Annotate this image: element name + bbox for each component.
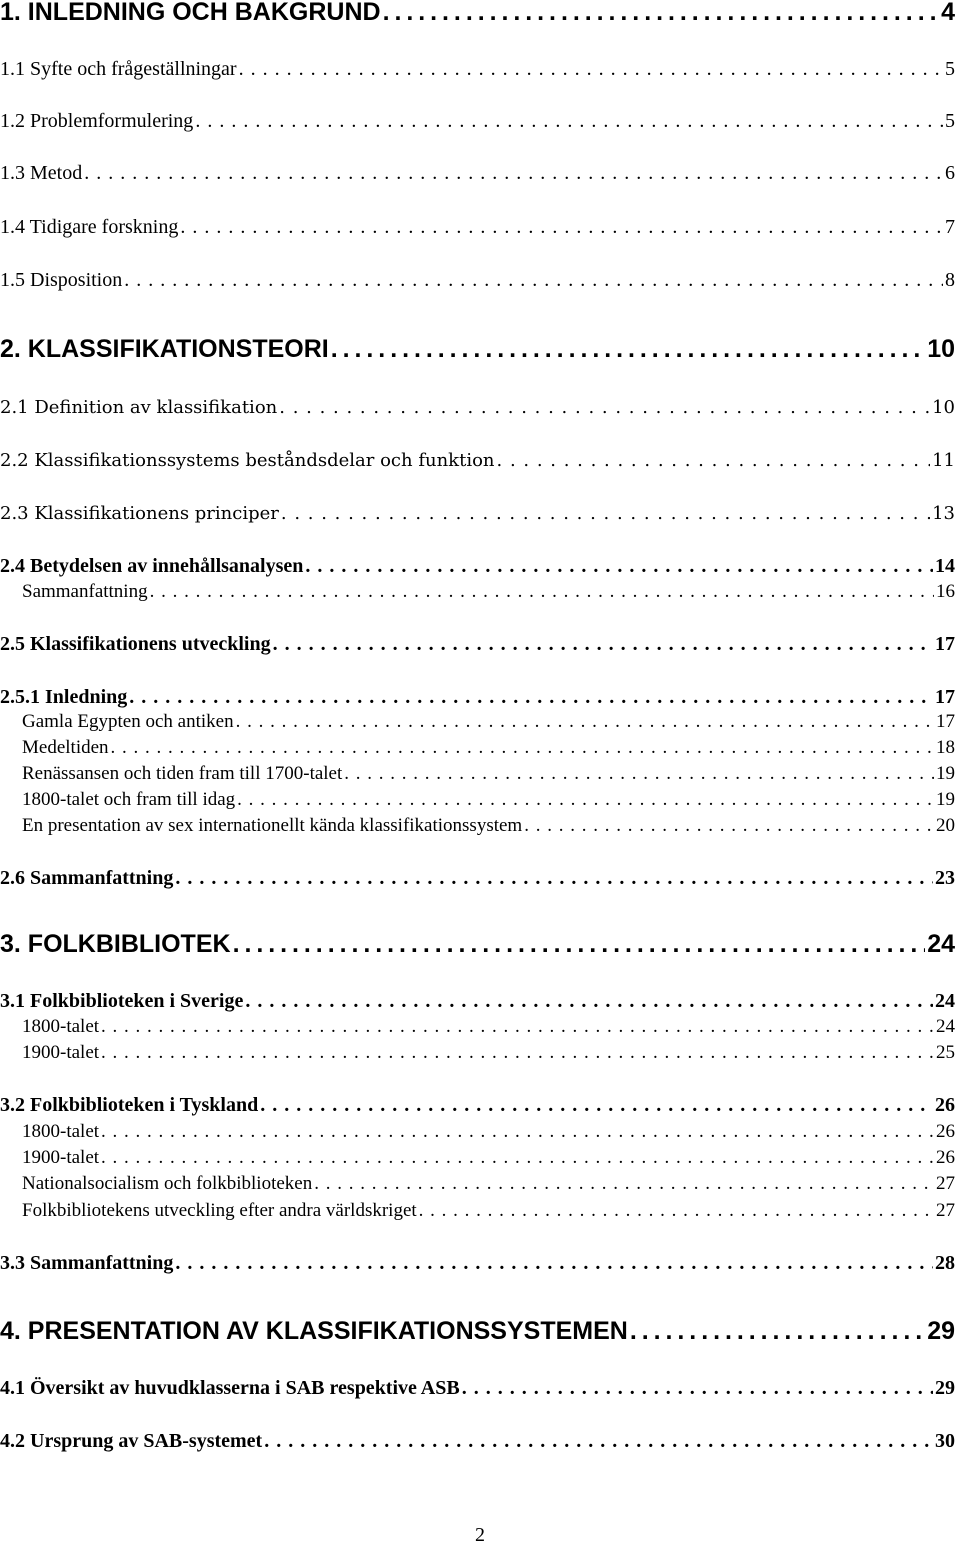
dot-leader bbox=[305, 555, 933, 578]
toc-entry[interactable] bbox=[0, 930, 955, 959]
toc-entry[interactable] bbox=[0, 216, 955, 239]
dot-leader bbox=[129, 686, 933, 709]
toc-entry-page: 19 bbox=[936, 763, 955, 784]
dot-leader bbox=[101, 1016, 934, 1038]
toc-entry-page: 18 bbox=[936, 737, 955, 758]
dot-leader bbox=[273, 633, 933, 656]
toc-entry[interactable] bbox=[0, 1317, 955, 1346]
toc-entry-title: 4. PRESENTATION AV KLASSIFIKATIONSSYSTEMEN bbox=[0, 1317, 628, 1345]
toc-entry-page: 17 bbox=[935, 686, 955, 708]
toc-entry-title: Gamla Egypten och antiken bbox=[22, 711, 234, 732]
toc-entry-title: 3.2 Folkbiblioteken i Tyskland bbox=[0, 1094, 259, 1116]
toc-entry-title: 1.1 Syfte och frågeställningar bbox=[0, 58, 237, 80]
toc-entry-title: 1. INLEDNING OCH BAKGRUND bbox=[0, 0, 381, 26]
toc-entry[interactable] bbox=[22, 789, 955, 811]
toc-entry[interactable] bbox=[0, 633, 955, 656]
toc-entry[interactable] bbox=[0, 162, 955, 185]
toc-entry-title: 1.5 Disposition bbox=[0, 269, 123, 291]
toc-entry-title: 2.6 Sammanfattning bbox=[0, 867, 174, 889]
toc-entry-page: 5 bbox=[945, 110, 955, 132]
toc-entry[interactable] bbox=[0, 990, 955, 1013]
toc-entry-page: 10 bbox=[927, 335, 955, 363]
dot-leader bbox=[630, 1317, 925, 1346]
toc-entry[interactable] bbox=[0, 1094, 955, 1117]
toc-entry[interactable] bbox=[0, 0, 955, 27]
toc-entry-title: 2.2 Klassifikationssystems beståndsdelar och funktion bbox=[0, 450, 495, 471]
toc-entry[interactable] bbox=[22, 737, 955, 759]
toc-entry-page: 10 bbox=[932, 397, 955, 418]
toc-entry[interactable] bbox=[0, 335, 955, 364]
toc-entry-title: 4.1 Översikt av huvudklasserna i SAB respektive ASB bbox=[0, 1377, 460, 1399]
toc-entry[interactable] bbox=[0, 1377, 955, 1400]
dot-leader bbox=[239, 58, 943, 81]
toc-entry-page: 5 bbox=[945, 58, 955, 80]
dot-leader bbox=[344, 763, 934, 785]
dot-leader bbox=[111, 737, 934, 759]
toc-entry[interactable] bbox=[22, 1016, 955, 1038]
toc-entry-title: 1800-talet bbox=[22, 1016, 100, 1037]
dot-leader bbox=[233, 930, 926, 959]
dot-leader bbox=[175, 1252, 933, 1275]
toc-entry-title: Medeltiden bbox=[22, 737, 109, 758]
toc-entry-title: 1800-talet och fram till idag bbox=[22, 789, 236, 810]
toc-entry[interactable] bbox=[22, 763, 955, 785]
toc-entry[interactable] bbox=[0, 269, 955, 292]
toc-entry[interactable] bbox=[22, 1147, 955, 1169]
dot-leader bbox=[180, 216, 943, 239]
toc-entry-page: 8 bbox=[945, 269, 955, 291]
toc-entry[interactable] bbox=[0, 110, 955, 133]
toc-entry-page: 24 bbox=[927, 930, 955, 958]
toc-entry-title: 1.3 Metod bbox=[0, 162, 83, 184]
toc-entry-title: Sammanfattning bbox=[22, 581, 148, 602]
dot-leader bbox=[101, 1147, 934, 1169]
toc-entry[interactable] bbox=[22, 581, 955, 603]
toc-entry-page: 26 bbox=[936, 1147, 955, 1168]
dot-leader bbox=[279, 397, 930, 418]
dot-leader bbox=[497, 450, 931, 471]
toc-entry-title: 2.3 Klassifikationens principer bbox=[0, 503, 279, 524]
toc-entry[interactable] bbox=[22, 1200, 955, 1222]
toc-entry-page: 17 bbox=[936, 711, 955, 732]
dot-leader bbox=[331, 335, 925, 364]
dot-leader bbox=[237, 789, 934, 811]
toc-entry-page: 17 bbox=[935, 633, 955, 655]
toc-entry[interactable] bbox=[0, 1252, 955, 1275]
toc-entry-page: 19 bbox=[936, 789, 955, 810]
toc-entry[interactable] bbox=[0, 1430, 955, 1453]
dot-leader bbox=[281, 503, 930, 524]
toc-entry-page: 23 bbox=[935, 867, 955, 889]
dot-leader bbox=[236, 711, 934, 733]
toc-entry-page: 27 bbox=[936, 1173, 955, 1194]
toc-entry-page: 28 bbox=[935, 1252, 955, 1274]
toc-entry-page: 24 bbox=[936, 1016, 955, 1037]
toc-entry-page: 6 bbox=[945, 162, 955, 184]
dot-leader bbox=[314, 1173, 934, 1195]
toc-entry[interactable] bbox=[0, 503, 955, 524]
page-number: 2 bbox=[475, 1524, 485, 1546]
toc-entry[interactable] bbox=[22, 815, 955, 837]
toc-entry-title: 1.4 Tidigare forskning bbox=[0, 216, 179, 238]
toc-entry-title: 1900-talet bbox=[22, 1042, 100, 1063]
dot-leader bbox=[195, 110, 943, 133]
toc-entry[interactable] bbox=[22, 1121, 955, 1143]
toc-entry-page: 30 bbox=[935, 1430, 955, 1452]
toc-entry-title: 3.1 Folkbiblioteken i Sverige bbox=[0, 990, 244, 1012]
toc-entry-page: 4 bbox=[941, 0, 955, 26]
toc-entry[interactable] bbox=[22, 1042, 955, 1064]
toc-entry-page: 26 bbox=[935, 1094, 955, 1116]
dot-leader bbox=[101, 1121, 934, 1143]
toc-entry-page: 29 bbox=[935, 1377, 955, 1399]
toc-entry[interactable] bbox=[0, 555, 955, 578]
toc-entry[interactable] bbox=[0, 686, 955, 709]
dot-leader bbox=[150, 581, 934, 603]
toc-entry-page: 14 bbox=[935, 555, 955, 577]
toc-entry-title: 1.2 Problemformulering bbox=[0, 110, 194, 132]
dot-leader bbox=[84, 162, 943, 185]
toc-entry-page: 7 bbox=[945, 216, 955, 238]
toc-entry-title: 2. KLASSIFIKATIONSTEORI bbox=[0, 335, 329, 363]
dot-leader bbox=[264, 1430, 933, 1453]
toc-entry-title: 1800-talet bbox=[22, 1121, 100, 1142]
toc-entry-page: 25 bbox=[936, 1042, 955, 1063]
dot-leader bbox=[383, 0, 940, 27]
toc-entry-page: 11 bbox=[932, 450, 955, 471]
dot-leader bbox=[462, 1377, 933, 1400]
toc-entry-page: 20 bbox=[936, 815, 955, 836]
toc-entry-page: 27 bbox=[936, 1200, 955, 1221]
toc-entry-page: 24 bbox=[935, 990, 955, 1012]
toc-entry-title: Renässansen och tiden fram till 1700-talet bbox=[22, 763, 343, 784]
toc-entry-title: Folkbibliotekens utveckling efter andra världskriget bbox=[22, 1200, 417, 1221]
toc-entry[interactable] bbox=[0, 450, 955, 471]
toc-entry-page: 29 bbox=[927, 1317, 955, 1345]
dot-leader bbox=[175, 867, 933, 890]
toc-entry[interactable] bbox=[0, 58, 955, 81]
toc-entry[interactable] bbox=[0, 867, 955, 890]
toc-entry[interactable] bbox=[22, 711, 955, 733]
toc-entry-title: 4.2 Ursprung av SAB-systemet bbox=[0, 1430, 263, 1452]
toc-entry-title: 3. FOLKBIBLIOTEK bbox=[0, 930, 231, 958]
toc-entry-title: En presentation av sex internationellt kända klassifikationssystem bbox=[22, 815, 523, 836]
toc-entry-title: 2.4 Betydelsen av innehållsanalysen bbox=[0, 555, 304, 577]
dot-leader bbox=[245, 990, 933, 1013]
toc-entry-title: 1900-talet bbox=[22, 1147, 100, 1168]
toc-entry[interactable] bbox=[0, 397, 955, 418]
dot-leader bbox=[124, 269, 943, 292]
toc-entry-title: Nationalsocialism och folkbiblioteken bbox=[22, 1173, 313, 1194]
toc-entry-title: 2.5 Klassifikationens utveckling bbox=[0, 633, 271, 655]
toc-entry-title: 3.3 Sammanfattning bbox=[0, 1252, 174, 1274]
toc-entry-page: 16 bbox=[936, 581, 955, 602]
dot-leader bbox=[260, 1094, 933, 1117]
dot-leader bbox=[419, 1200, 934, 1222]
toc-entry-page: 13 bbox=[932, 503, 955, 524]
toc-entry-title: 2.1 Definition av klassifikation bbox=[0, 397, 278, 418]
toc-entry-page: 26 bbox=[936, 1121, 955, 1142]
toc-entry[interactable] bbox=[22, 1173, 955, 1195]
dot-leader bbox=[524, 815, 934, 837]
dot-leader bbox=[101, 1042, 934, 1064]
toc-entry-title: 2.5.1 Inledning bbox=[0, 686, 128, 708]
